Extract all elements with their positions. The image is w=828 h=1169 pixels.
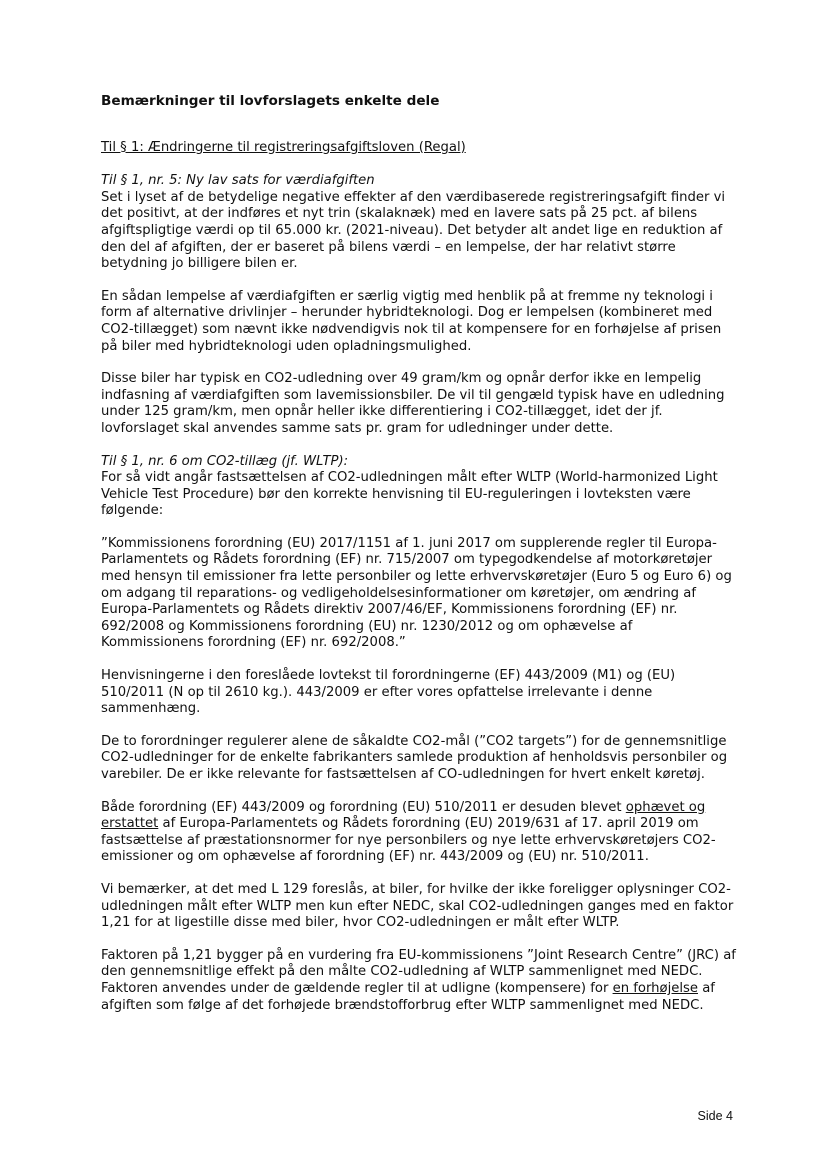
paragraph-8-underlined: ophævet og erstattet [101,799,706,832]
paragraph-3: Disse biler har typisk en CO2-udledning over 49 gram/km og opnår derfor ikke en lempelig indfasning af værdiafgiften som lavemissionsbiler. De vil til gengæld typisk have en udledning under 125 gram/km, men opnår heller ikke differentiering i CO2-tillægget, idet der jf. lovforslaget skal anvendes samme sats pr. gram for udledninger under dette. [101,371,725,436]
subsection-heading-co2: Til § 1, nr. 6 om CO2-tillæg (jf. WLTP): [101,453,349,469]
paragraph-8-text-b: af Europa-Parlamentets og Rådets forordning (EU) 2019/631 af 17. april 2019 om fastsættelse af præstationsnormer for nye personbilers og nye lette erhvervskøretøjers CO2-emissioner og om ophævelse af forordning (EF) nr. 443/2009 og (EU) nr. 510/2011. [101,816,716,865]
paragraph-4: For så vidt angår fastsættelsen af CO2-udledningen målt efter WLTP (World-harmonized Light Vehicle Test Procedure) bør den korrekte henvisning til EU-reguleringen i lovteksten være følgende: [101,470,718,519]
main-heading: Bemærkninger til lovforslagets enkelte dele [101,93,440,109]
paragraph-8-text-a: Både forordning (EF) 443/2009 og forordning (EU) 510/2011 er desuden blevet [101,799,626,815]
paragraph-5-quote: ”Kommissionens forordning (EU) 2017/1151 af 1. juni 2017 om supplerende regler til Europa-Parlamentets og Rådets forordning (EF) nr. 715/2007 om typegodkendelse af motorkøretøjer med hensyn til emissioner fra lette personbiler og lette erhvervskøretøjer (Euro 5 og Euro 6) og om adgang til reparations- og vedligeholdelsesinformationer om køretøjer, om ændring af Europa-Parlamentets og Rådets direktiv 2007/46/EF, Kommissionens forordning (EF) nr. 692/2008 og Kommissionens forordning (EU) nr. 1230/2012 og om ophævelse af Kommissionens forordning (EF) nr. 692/2008.” [101,535,732,651]
subsection-heading-value-tax: Til § 1, nr. 5: Ny lav sats for værdiafgiften [101,173,375,189]
paragraph-6: Henvisningerne i den foreslåede lovtekst til forordningerne (EF) 443/2009 (M1) og (EU) 510/2011 (N op til 2610 kg.). 443/2009 er efter vores opfattelse irrelevante i denne sammenhæng. [101,668,676,717]
section-heading: Til § 1: Ændringerne til registreringsafgiftsloven (Regal) [101,139,466,155]
paragraph-10-underlined: en forhøjelse [612,980,698,996]
paragraph-1: Set i lyset af de betydelige negative effekter af den værdibaserede registreringsafgift finder vi det positivt, at der indføres et nyt trin (skalaknæk) med en lavere sats på 25 pct. af bilens afgiftspligtige værdi op til 65.000 kr. (2021-niveau). Det betyder alt andet lige en reduktion af den del af afgiften, der er baseret på bilens værdi – en lempelse, der har relativt større betydning jo billigere bilen er. [101,189,726,272]
paragraph-10 [101,948,736,1014]
paragraph-7: De to forordninger regulerer alene de såkaldte CO2-mål (”CO2 targets”) for de gennemsnitlige CO2-udledninger for de enkelte fabrikanters samlede produktion af henholdsvis personbiler og varebiler. De er ikke relevante for fastsættelsen af CO-udledningen for hvert enkelt køretøj. [101,733,728,782]
paragraph-2: En sådan lempelse af værdiafgiften er særlig vigtig med henblik på at fremme ny teknologi i form af alternative drivlinjer – herunder hybridteknologi. Dog er lempelsen (kombineret med CO2-tillægget) som nævnt ikke nødvendigvis nok til at kompensere for en forhøjelse af prisen på biler med hybridteknologi uden opladningsmulighed. [101,288,722,354]
paragraph-10-text-a: Faktoren på 1,21 bygger på en vurdering fra EU-kommissionens ”Joint Research Centre” (JRC) af den gennemsnitlige effekt på den målte CO2-udledning af WLTP sammenlignet med NEDC. Faktoren anvendes under de gældende regler til at udligne (kompensere) for [101,947,736,996]
paragraph-10-text-b: af afgiften som følge af det forhøjede brændstofforbrug efter WLTP sammenlignet med NEDC. [101,980,715,1013]
paragraph-8 [101,800,736,866]
paragraph-9: Vi bemærker, at det med L 129 foreslås, at biler, for hvilke der ikke foreligger oplysninger CO2-udledningen målt efter WLTP men kun efter NEDC, skal CO2-udledningen ganges med en faktor 1,21 for at ligestille disse med biler, hvor CO2-udledningen er målt efter WLTP. [101,881,734,931]
page-number: Side 4 [697,1109,733,1123]
